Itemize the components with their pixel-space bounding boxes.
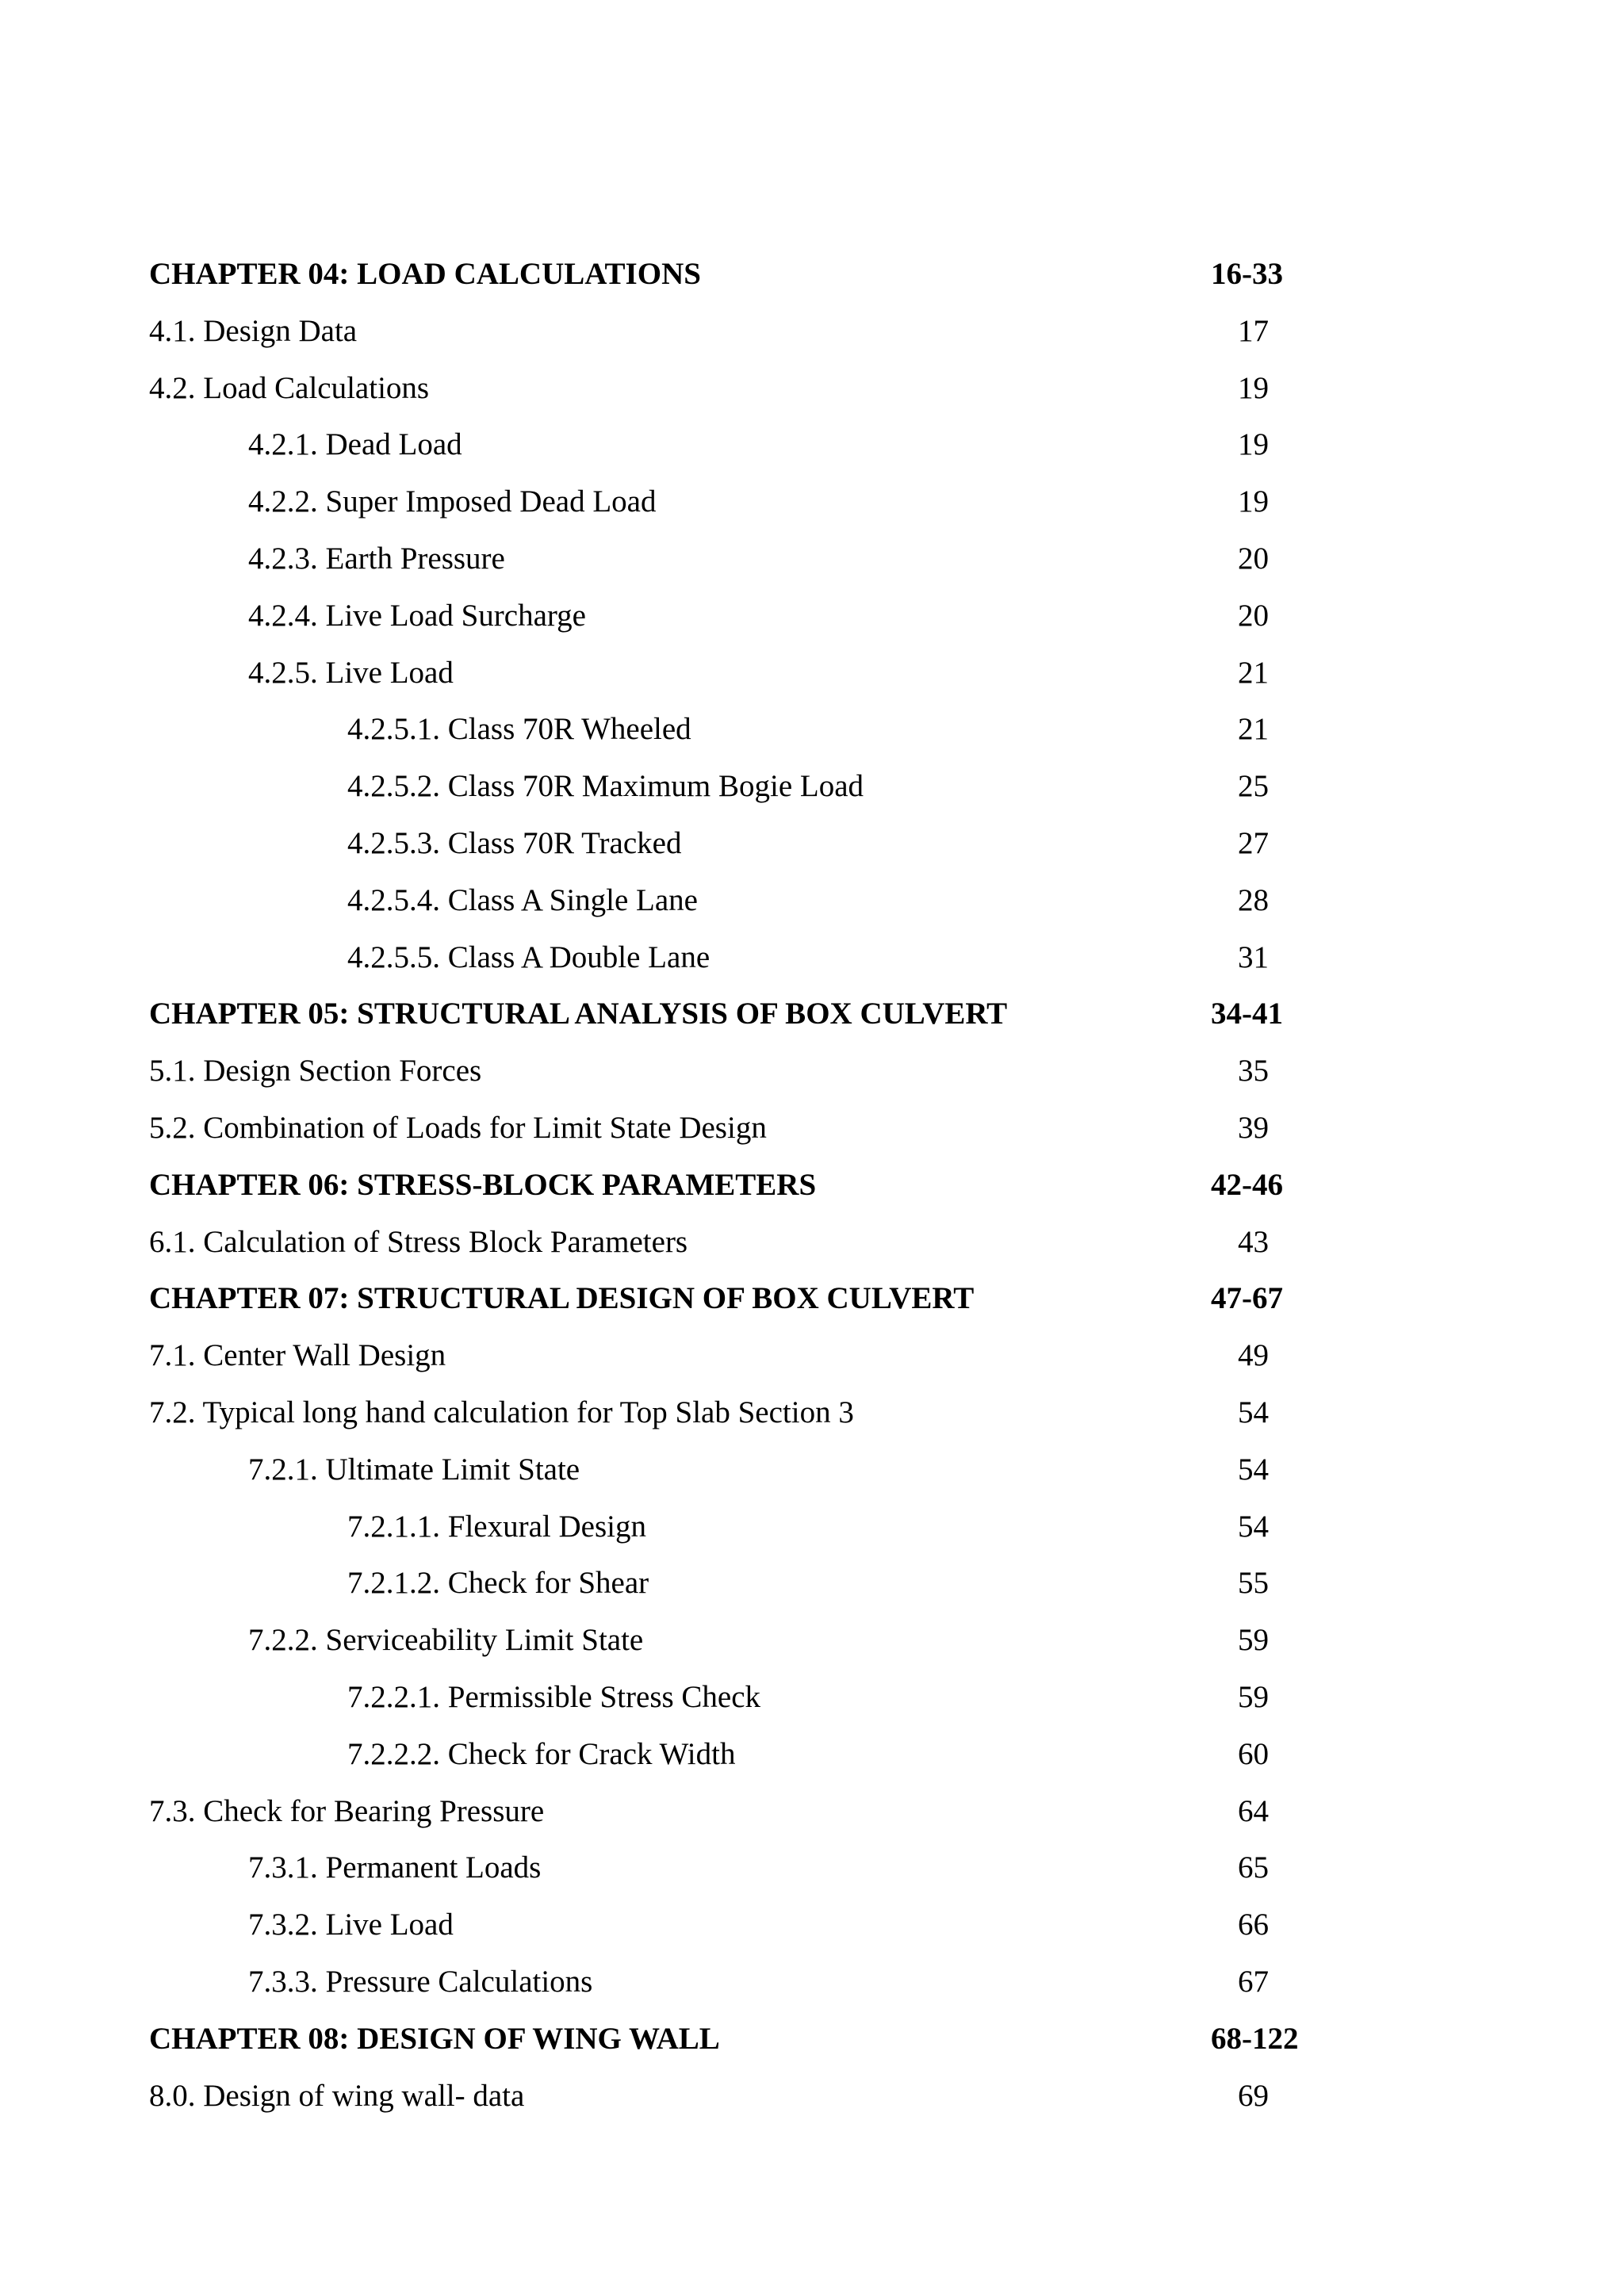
- toc-page-number: 16-33: [1211, 257, 1283, 291]
- toc-entry-row: [0, 1448, 1624, 1506]
- toc-entry-title: 4.2.5. Live Load: [248, 655, 454, 690]
- toc-page-number: 31: [1238, 939, 1269, 974]
- toc-page-number: 47-67: [1211, 1281, 1283, 1316]
- toc-page-number: 69: [1238, 2078, 1269, 2113]
- toc-entry-title: 7.2.2.2. Check for Crack Width: [347, 1736, 736, 1771]
- toc-entry-title: 4.2.5.4. Class A Single Lane: [347, 882, 698, 917]
- toc-page-number: 28: [1238, 882, 1269, 917]
- toc-chapter-row: [0, 993, 1624, 1050]
- toc-page-number: 19: [1238, 427, 1269, 462]
- toc-chapter-title: CHAPTER 04: LOAD CALCULATIONS: [149, 257, 701, 291]
- toc-page-number: 35: [1238, 1054, 1269, 1089]
- toc-entry-title: 7.2. Typical long hand calculation for Top Slab Section 3: [149, 1395, 854, 1429]
- toc-entry-title: 4.2. Load Calculations: [149, 370, 430, 405]
- toc-entry-row: [0, 1050, 1624, 1107]
- toc-page-number: 64: [1238, 1793, 1269, 1828]
- toc-entry-title: 4.2.5.5. Class A Double Lane: [347, 939, 710, 974]
- toc-page-number: 67: [1238, 1964, 1269, 1999]
- toc-page-number: 42-46: [1211, 1167, 1283, 1202]
- toc-page-number: 27: [1238, 825, 1269, 860]
- toc-entry-title: 4.2.5.3. Class 70R Tracked: [347, 825, 682, 860]
- toc-entry-title: 8.0. Design of wing wall- data: [149, 2078, 525, 2113]
- toc-entry-title: 4.2.4. Live Load Surcharge: [248, 598, 586, 633]
- toc-entry-title: 7.2.2.1. Permissible Stress Check: [347, 1679, 761, 1714]
- toc-page-number: 34-41: [1211, 997, 1283, 1031]
- toc-page-number: 21: [1238, 712, 1269, 747]
- toc-page-number: 54: [1238, 1452, 1269, 1487]
- toc-entry-row: [0, 538, 1624, 595]
- toc-entry-title: 7.2.1.1. Flexural Design: [347, 1509, 646, 1544]
- toc-entry-title: 7.3. Check for Bearing Pressure: [149, 1793, 545, 1828]
- toc-chapter-title: CHAPTER 06: STRESS-BLOCK PARAMETERS: [149, 1167, 817, 1202]
- toc-page-number: 54: [1238, 1509, 1269, 1544]
- toc-page-number: 66: [1238, 1908, 1269, 1942]
- toc-entry-title: 6.1. Calculation of Stress Block Parameters: [149, 1224, 688, 1259]
- toc-page-number: 59: [1238, 1623, 1269, 1658]
- toc-page-number: 19: [1238, 370, 1269, 405]
- toc-entry-row: [0, 367, 1624, 424]
- toc-entry-title: 4.2.5.1. Class 70R Wheeled: [347, 712, 691, 747]
- toc-entry-title: 7.2.1.2. Check for Shear: [347, 1566, 649, 1601]
- toc-page-number: 65: [1238, 1850, 1269, 1885]
- toc-entry-row: [0, 765, 1624, 822]
- toc-page-number: 55: [1238, 1566, 1269, 1601]
- toc-entry-row: [0, 1846, 1624, 1904]
- toc-entry-row: [0, 595, 1624, 652]
- toc-entry-row: [0, 480, 1624, 538]
- toc-entry-row: [0, 2075, 1624, 2132]
- toc-entry-title: 4.1. Design Data: [149, 313, 358, 348]
- toc-page-number: 60: [1238, 1736, 1269, 1771]
- toc-page-number: 20: [1238, 541, 1269, 576]
- toc-entry-row: [0, 1619, 1624, 1676]
- toc-entry-row: [0, 1391, 1624, 1448]
- toc-page-number: 43: [1238, 1224, 1269, 1259]
- toc-chapter-title: CHAPTER 05: STRUCTURAL ANALYSIS OF BOX CULVERT: [149, 997, 1008, 1031]
- toc-entry-row: [0, 822, 1624, 879]
- toc-entry-row: [0, 1733, 1624, 1790]
- toc-entry-row: [0, 1562, 1624, 1619]
- toc-chapter-row: [0, 253, 1624, 310]
- toc-page-number: 19: [1238, 484, 1269, 519]
- toc-page-number: 25: [1238, 769, 1269, 804]
- toc-page-number: 59: [1238, 1679, 1269, 1714]
- toc-entry-title: 7.2.1. Ultimate Limit State: [248, 1452, 580, 1487]
- toc-entry-title: 5.2. Combination of Loads for Limit State Design: [149, 1110, 767, 1145]
- toc-entry-title: 7.3.1. Permanent Loads: [248, 1850, 542, 1885]
- toc-page-number: 68-122: [1211, 2021, 1299, 2056]
- table-of-contents: [0, 253, 1624, 2131]
- toc-entry-row: [0, 708, 1624, 765]
- toc-entry-title: 5.1. Design Section Forces: [149, 1054, 482, 1089]
- toc-entry-title: 7.2.2. Serviceability Limit State: [248, 1623, 644, 1658]
- toc-entry-row: [0, 879, 1624, 936]
- toc-chapter-row: [0, 1277, 1624, 1334]
- toc-entry-row: [0, 1961, 1624, 2018]
- toc-entry-row: [0, 1107, 1624, 1164]
- toc-entry-row: [0, 310, 1624, 367]
- toc-page-number: 54: [1238, 1395, 1269, 1429]
- toc-page-number: 39: [1238, 1110, 1269, 1145]
- toc-entry-row: [0, 1334, 1624, 1391]
- toc-entry-row: [0, 423, 1624, 480]
- toc-entry-title: 4.2.5.2. Class 70R Maximum Bogie Load: [347, 769, 864, 804]
- toc-entry-row: [0, 1506, 1624, 1563]
- toc-page-number: 20: [1238, 598, 1269, 633]
- toc-entry-title: 4.2.1. Dead Load: [248, 427, 462, 462]
- toc-entry-title: 4.2.3. Earth Pressure: [248, 541, 505, 576]
- toc-entry-title: 7.3.2. Live Load: [248, 1908, 454, 1942]
- toc-entry-row: [0, 936, 1624, 993]
- toc-chapter-row: [0, 1164, 1624, 1221]
- toc-entry-title: 7.1. Center Wall Design: [149, 1338, 446, 1373]
- toc-entry-row: [0, 652, 1624, 709]
- toc-chapter-title: CHAPTER 07: STRUCTURAL DESIGN OF BOX CULVERT: [149, 1281, 975, 1316]
- toc-page-number: 17: [1238, 313, 1269, 348]
- toc-chapter-row: [0, 2018, 1624, 2075]
- toc-page-number: 49: [1238, 1338, 1269, 1373]
- toc-entry-row: [0, 1676, 1624, 1733]
- toc-chapter-title: CHAPTER 08: DESIGN OF WING WALL: [149, 2021, 720, 2056]
- toc-entry-row: [0, 1221, 1624, 1278]
- toc-entry-row: [0, 1790, 1624, 1847]
- toc-entry-title: 4.2.2. Super Imposed Dead Load: [248, 484, 657, 519]
- toc-entry-row: [0, 1904, 1624, 1961]
- toc-page-number: 21: [1238, 655, 1269, 690]
- toc-entry-title: 7.3.3. Pressure Calculations: [248, 1964, 593, 1999]
